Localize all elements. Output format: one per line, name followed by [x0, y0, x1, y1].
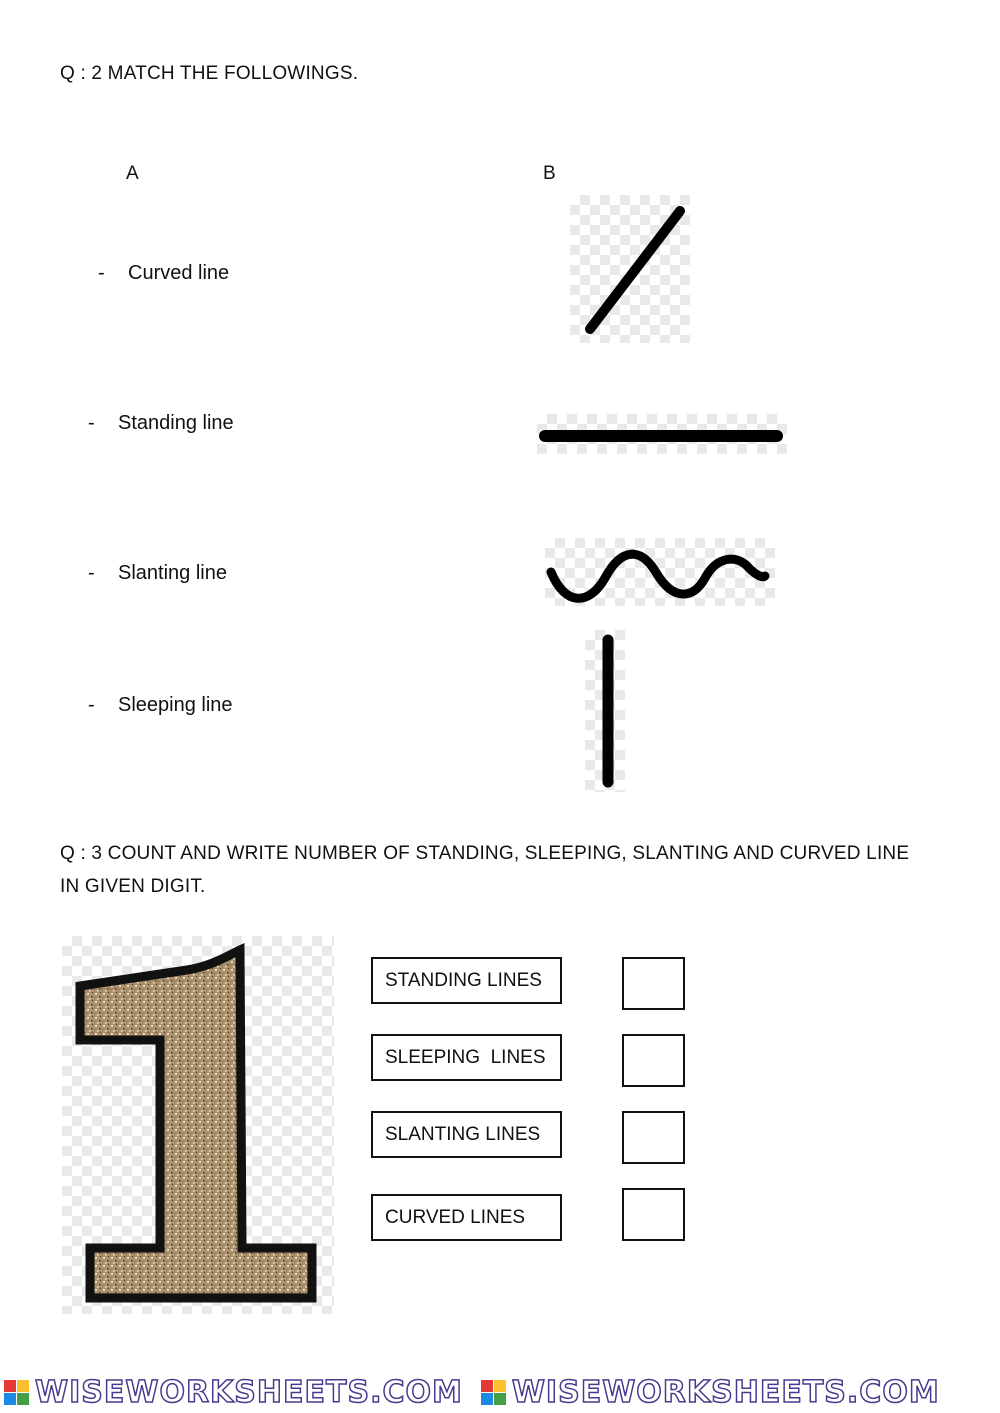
- logo-cell: [494, 1380, 506, 1392]
- logo-icon: [481, 1380, 506, 1405]
- q2-title: Q : 2 MATCH THE FOLLOWINGS.: [60, 63, 359, 84]
- logo-cell: [494, 1393, 506, 1405]
- item-label: Curved line: [128, 262, 230, 284]
- standing-line-picture[interactable]: [585, 630, 625, 792]
- logo-cell: [17, 1380, 29, 1392]
- watermark-2: [477, 1372, 940, 1413]
- standing-lines-answer-box[interactable]: [622, 957, 685, 1010]
- glitter-digit-one: [62, 936, 334, 1314]
- item-label: Sleeping line: [118, 694, 233, 716]
- slanting-line-picture[interactable]: [570, 195, 690, 343]
- item-label: Standing line: [118, 412, 234, 434]
- item-dash: -: [98, 262, 105, 284]
- sleeping-line-picture[interactable]: [537, 414, 787, 454]
- watermark-text: WISEWORKSHEETS.COM: [35, 1375, 463, 1410]
- logo-cell: [4, 1380, 16, 1392]
- match-item-standing[interactable]: [88, 412, 234, 435]
- logo-cell: [481, 1393, 493, 1405]
- match-item-slanting[interactable]: [88, 562, 227, 585]
- standing-lines-label: STANDING LINES: [371, 957, 562, 1004]
- curved-line-picture[interactable]: [545, 538, 775, 606]
- logo-cell: [481, 1380, 493, 1392]
- sleeping-lines-label: SLEEPING LINES: [371, 1034, 562, 1081]
- slanting-lines-label: SLANTING LINES: [371, 1111, 562, 1158]
- watermark-text: WISEWORKSHEETS.COM: [511, 1375, 940, 1410]
- sleeping-lines-answer-box[interactable]: [622, 1034, 685, 1087]
- item-dash: -: [88, 694, 95, 716]
- logo-cell: [4, 1393, 16, 1405]
- curved-lines-label: CURVED LINES: [371, 1194, 562, 1241]
- item-label: Slanting line: [118, 562, 227, 584]
- footer-watermark: [0, 1372, 1000, 1413]
- column-a-heading: A: [126, 163, 139, 184]
- item-dash: -: [88, 412, 95, 434]
- q3-title-line1: Q : 3 COUNT AND WRITE NUMBER OF STANDING, SLEEPING, SLANTING AND CURVED LINE: [60, 843, 910, 864]
- slanting-lines-answer-box[interactable]: [622, 1111, 685, 1164]
- match-item-sleeping[interactable]: [88, 694, 233, 717]
- logo-icon: [4, 1380, 29, 1405]
- match-item-curved[interactable]: [98, 262, 229, 285]
- curved-lines-answer-box[interactable]: [622, 1188, 685, 1241]
- logo-cell: [17, 1393, 29, 1405]
- q3-title-line2: IN GIVEN DIGIT.: [60, 876, 206, 897]
- column-b-heading: B: [543, 163, 556, 184]
- watermark-1: [0, 1372, 463, 1413]
- item-dash: -: [88, 562, 95, 584]
